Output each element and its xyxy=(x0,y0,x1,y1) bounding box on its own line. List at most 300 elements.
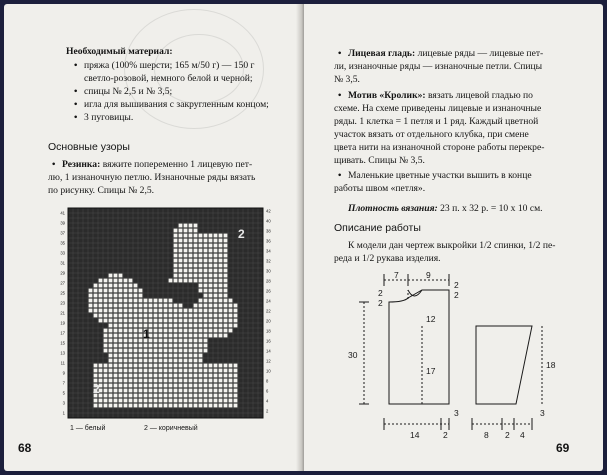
page-number-left: 68 xyxy=(18,441,32,455)
chart-cell xyxy=(219,384,223,388)
chart-cell xyxy=(204,399,208,403)
rib-text-1: вяжите попеременно 1 лицевую пет- xyxy=(102,159,253,170)
chart-cell xyxy=(214,364,218,368)
chart-cell xyxy=(129,299,133,303)
chart-cell xyxy=(219,264,223,268)
chart-cell xyxy=(114,339,118,343)
chart-cell xyxy=(214,299,218,303)
chart-cell xyxy=(214,249,218,253)
chart-cell xyxy=(169,384,173,388)
chart-cell xyxy=(204,349,208,353)
chart-cell xyxy=(149,299,153,303)
chart-cell xyxy=(139,379,143,383)
chart-cell xyxy=(219,389,223,393)
chart-cell xyxy=(189,334,193,338)
chart-cell xyxy=(224,239,228,243)
chart-cell xyxy=(214,334,218,338)
chart-cell xyxy=(119,384,123,388)
chart-cell xyxy=(159,339,163,343)
chart-row-label-right: 14 xyxy=(266,348,271,354)
chart-cell xyxy=(184,324,188,328)
chart-cell xyxy=(129,329,133,333)
chart-row-label-right: 4 xyxy=(266,398,269,404)
chart-cell xyxy=(139,364,143,368)
chart-cell xyxy=(174,304,178,308)
chart-cell xyxy=(179,364,183,368)
chart-cell xyxy=(109,299,113,303)
chart-cell xyxy=(134,354,138,358)
chart-cell xyxy=(119,359,123,363)
chart-cell xyxy=(194,229,198,233)
chart-cell xyxy=(159,404,163,408)
chart-cell xyxy=(134,384,138,388)
chart-cell xyxy=(154,369,158,373)
chart-cell xyxy=(99,374,103,378)
chart-row-label-right: 28 xyxy=(266,278,271,284)
chart-cell xyxy=(109,324,113,328)
chart-cell xyxy=(224,384,228,388)
chart-cell xyxy=(139,334,143,338)
chart-cell xyxy=(199,244,203,248)
chart-cell xyxy=(109,274,113,278)
chart-cell xyxy=(124,394,128,398)
chart-row-label-left: 37 xyxy=(60,230,65,236)
chart-cell xyxy=(174,394,178,398)
chart-cell xyxy=(179,309,183,313)
chart-cell xyxy=(184,319,188,323)
chart-cell xyxy=(214,329,218,333)
chart-cell xyxy=(209,309,213,313)
chart-cell xyxy=(114,364,118,368)
chart-cell xyxy=(209,274,213,278)
chart-mark-2-top: 2 xyxy=(238,227,245,241)
chart-cell xyxy=(174,254,178,258)
chart-cell xyxy=(114,334,118,338)
small-parts-line-1: • Маленькие цветные участки вышить в конце xyxy=(348,170,532,183)
chart-cell xyxy=(159,399,163,403)
chart-cell xyxy=(179,349,183,353)
chart-cell xyxy=(189,399,193,403)
chart-cell xyxy=(109,279,113,283)
chart-cell xyxy=(169,309,173,313)
chart-cell xyxy=(209,389,213,393)
chart-cell xyxy=(164,354,168,358)
chart-cell xyxy=(114,389,118,393)
chart-row-label-right: 16 xyxy=(266,338,271,344)
chart-cell xyxy=(214,239,218,243)
chart-cell xyxy=(134,289,138,293)
chart-cell xyxy=(224,264,228,268)
chart-cell xyxy=(199,384,203,388)
chart-cell xyxy=(194,269,198,273)
chart-cell xyxy=(209,279,213,283)
chart-cell xyxy=(174,314,178,318)
chart-cell xyxy=(224,289,228,293)
chart-cell xyxy=(169,349,173,353)
chart-cell xyxy=(139,319,143,323)
chart-cell xyxy=(184,354,188,358)
chart-cell xyxy=(109,284,113,288)
chart-cell xyxy=(174,344,178,348)
dim-label-2b: 2 xyxy=(378,298,383,308)
chart-cell xyxy=(179,384,183,388)
chart-cell xyxy=(119,324,123,328)
chart-cell xyxy=(159,394,163,398)
chart-cell xyxy=(89,294,93,298)
motif-text-1: вязать лицевой гладью по xyxy=(428,90,533,101)
chart-cell xyxy=(199,354,203,358)
chart-cell xyxy=(159,349,163,353)
chart-cell xyxy=(209,269,213,273)
chart-cell xyxy=(114,274,118,278)
chart-cell xyxy=(229,314,233,318)
chart-cell xyxy=(174,364,178,368)
chart-cell xyxy=(144,299,148,303)
chart-cell xyxy=(174,369,178,373)
chart-cell xyxy=(114,399,118,403)
chart-cell xyxy=(184,404,188,408)
chart-cell xyxy=(174,349,178,353)
chart-row-label-right: 10 xyxy=(266,368,271,374)
chart-cell xyxy=(119,404,123,408)
chart-cell xyxy=(224,274,228,278)
chart-cell xyxy=(124,399,128,403)
chart-cell xyxy=(204,339,208,343)
rabbit-chart xyxy=(48,204,298,422)
chart-cell xyxy=(119,339,123,343)
chart-cell xyxy=(164,314,168,318)
chart-cell xyxy=(224,299,228,303)
chart-cell xyxy=(94,369,98,373)
chart-cell xyxy=(154,349,158,353)
chart-cell xyxy=(129,404,133,408)
chart-cell xyxy=(234,399,238,403)
dim-label-12: 12 xyxy=(426,314,436,324)
chart-cell xyxy=(139,289,143,293)
chart-cell xyxy=(139,299,143,303)
chart-cell xyxy=(189,254,193,258)
chart-cell xyxy=(194,319,198,323)
chart-cell xyxy=(144,314,148,318)
chart-cell xyxy=(144,359,148,363)
chart-cell xyxy=(164,364,168,368)
chart-cell xyxy=(114,299,118,303)
dim-label-30: 30 xyxy=(348,350,358,360)
motif-line-5: цвета нити на изнаночной стороне работы перекре- xyxy=(334,142,545,153)
chart-cell xyxy=(224,294,228,298)
chart-cell xyxy=(174,339,178,343)
chart-cell xyxy=(149,379,153,383)
chart-cell xyxy=(154,319,158,323)
chart-cell xyxy=(214,389,218,393)
chart-cell xyxy=(154,389,158,393)
chart-cell xyxy=(139,399,143,403)
chart-cell xyxy=(209,364,213,368)
chart-cell xyxy=(179,354,183,358)
chart-cell xyxy=(194,349,198,353)
stockinette-line-3: № 3,5. xyxy=(334,74,360,85)
chart-cell xyxy=(219,289,223,293)
chart-cell xyxy=(214,314,218,318)
chart-cell xyxy=(159,334,163,338)
chart-cell xyxy=(134,359,138,363)
chart-cell xyxy=(184,309,188,313)
chart-cell xyxy=(209,254,213,258)
chart-cell xyxy=(114,314,118,318)
chart-cell xyxy=(204,364,208,368)
chart-cell xyxy=(154,324,158,328)
chart-cell xyxy=(109,329,113,333)
chart-cell xyxy=(144,374,148,378)
chart-cell xyxy=(174,329,178,333)
chart-cell xyxy=(169,319,173,323)
chart-cell xyxy=(159,369,163,373)
chart-cell xyxy=(174,239,178,243)
chart-cell xyxy=(194,334,198,338)
chart-cell xyxy=(184,279,188,283)
chart-cell xyxy=(204,239,208,243)
chart-cell xyxy=(94,299,98,303)
chart-cell xyxy=(179,254,183,258)
chart-row-label-left: 41 xyxy=(60,210,65,216)
chart-row-label-left: 39 xyxy=(60,220,65,226)
chart-cell xyxy=(139,304,143,308)
chart-cell xyxy=(194,254,198,258)
chart-cell xyxy=(109,289,113,293)
chart-cell xyxy=(209,234,213,238)
chart-cell xyxy=(99,304,103,308)
chart-cell xyxy=(189,374,193,378)
chart-cell xyxy=(224,249,228,253)
chart-cell xyxy=(204,319,208,323)
rib-line-1 xyxy=(62,159,252,172)
chart-cell xyxy=(234,394,238,398)
chart-cell xyxy=(179,224,183,228)
chart-cell xyxy=(124,364,128,368)
chart-cell xyxy=(124,304,128,308)
chart-cell xyxy=(139,394,143,398)
chart-cell xyxy=(199,349,203,353)
chart-row-label-left: 29 xyxy=(60,270,65,276)
chart-cell xyxy=(134,309,138,313)
chart-cell xyxy=(129,399,133,403)
chart-cell xyxy=(189,359,193,363)
dim-label-2a: 2 xyxy=(378,288,383,298)
chart-cell xyxy=(144,394,148,398)
chart-cell xyxy=(234,319,238,323)
chart-cell xyxy=(179,344,183,348)
chart-cell xyxy=(169,354,173,358)
chart-cell xyxy=(189,354,193,358)
chart-cell xyxy=(124,279,128,283)
chart-cell xyxy=(189,389,193,393)
chart-cell xyxy=(159,389,163,393)
chart-cell xyxy=(179,249,183,253)
density-value: 23 п. х 32 р. = 10 х 10 см. xyxy=(440,203,543,214)
chart-cell xyxy=(134,394,138,398)
chart-cell xyxy=(214,259,218,263)
chart-cell xyxy=(139,329,143,333)
chart-cell xyxy=(219,319,223,323)
chart-cell xyxy=(134,319,138,323)
chart-cell xyxy=(149,369,153,373)
chart-cell xyxy=(234,304,238,308)
chart-cell xyxy=(219,239,223,243)
chart-cell xyxy=(189,319,193,323)
stockinette-line-2: ли, изнаночные ряды — изнаночные петли. Спицы xyxy=(334,61,543,72)
chart-cell xyxy=(204,294,208,298)
chart-cell xyxy=(219,374,223,378)
chart-cell xyxy=(199,364,203,368)
chart-cell xyxy=(209,379,213,383)
chart-cell xyxy=(114,349,118,353)
dim-label-8: 8 xyxy=(484,430,489,440)
chart-cell xyxy=(94,364,98,368)
chart-cell xyxy=(169,329,173,333)
chart-cell xyxy=(199,269,203,273)
stockinette-label: Лицевая гладь: xyxy=(348,48,416,59)
chart-cell xyxy=(139,404,143,408)
chart-cell xyxy=(189,269,193,273)
chart-cell xyxy=(129,344,133,348)
chart-cell xyxy=(219,314,223,318)
chart-cell xyxy=(234,384,238,388)
chart-cell xyxy=(199,304,203,308)
chart-cell xyxy=(154,384,158,388)
chart-cell xyxy=(94,309,98,313)
chart-cell xyxy=(114,304,118,308)
chart-cell xyxy=(104,319,108,323)
chart-cell xyxy=(189,324,193,328)
chart-cell xyxy=(119,334,123,338)
chart-cell xyxy=(219,404,223,408)
chart-cell xyxy=(184,234,188,238)
chart-cell xyxy=(179,329,183,333)
chart-row-label-right: 6 xyxy=(266,388,269,394)
chart-cell xyxy=(204,304,208,308)
chart-cell xyxy=(139,354,143,358)
chart-cell xyxy=(124,389,128,393)
chart-cell xyxy=(134,379,138,383)
chart-cell xyxy=(194,264,198,268)
chart-cell xyxy=(174,249,178,253)
chart-cell xyxy=(219,274,223,278)
chart-cell xyxy=(134,404,138,408)
chart-cell xyxy=(109,319,113,323)
chart-cell xyxy=(124,404,128,408)
chart-cell xyxy=(219,364,223,368)
chart-cell xyxy=(154,344,158,348)
chart-cell xyxy=(184,389,188,393)
chart-cell xyxy=(174,259,178,263)
chart-cell xyxy=(204,334,208,338)
chart-cell xyxy=(209,244,213,248)
chart-cell xyxy=(169,344,173,348)
chart-cell xyxy=(119,309,123,313)
chart-cell xyxy=(189,274,193,278)
chart-cell xyxy=(194,364,198,368)
chart-cell xyxy=(124,284,128,288)
chart-row-label-right: 8 xyxy=(266,378,269,384)
chart-cell xyxy=(139,374,143,378)
chart-row-label-left: 7 xyxy=(62,380,65,386)
chart-cell xyxy=(179,269,183,273)
chart-cell xyxy=(169,369,173,373)
chart-cell xyxy=(189,364,193,368)
chart-cell xyxy=(104,404,108,408)
chart-cell xyxy=(229,384,233,388)
chart-cell xyxy=(159,329,163,333)
chart-row-label-right: 38 xyxy=(266,228,271,234)
dim-label-3-left: 3 xyxy=(454,408,459,418)
chart-cell xyxy=(134,294,138,298)
dim-label-right-2b: 2 xyxy=(454,290,459,300)
chart-cell xyxy=(149,364,153,368)
chart-cell xyxy=(109,304,113,308)
chart-cell xyxy=(194,389,198,393)
chart-cell xyxy=(184,399,188,403)
chart-cell xyxy=(144,399,148,403)
chart-cell xyxy=(154,314,158,318)
chart-cell xyxy=(99,399,103,403)
chart-cell xyxy=(194,399,198,403)
left-page xyxy=(4,4,300,471)
chart-cell xyxy=(164,299,168,303)
chart-cell xyxy=(94,304,98,308)
chart-cell xyxy=(174,399,178,403)
chart-cell xyxy=(169,374,173,378)
chart-cell xyxy=(214,379,218,383)
chart-cell xyxy=(149,314,153,318)
chart-cell xyxy=(229,304,233,308)
chart-cell xyxy=(114,279,118,283)
chart-cell xyxy=(169,304,173,308)
chart-cell xyxy=(174,244,178,248)
chart-cell xyxy=(184,254,188,258)
chart-cell xyxy=(234,379,238,383)
chart-cell xyxy=(114,359,118,363)
chart-cell xyxy=(189,379,193,383)
chart-cell xyxy=(209,294,213,298)
chart-cell xyxy=(234,364,238,368)
chart-cell xyxy=(179,334,183,338)
chart-cell xyxy=(199,399,203,403)
chart-cell xyxy=(194,359,198,363)
chart-cell xyxy=(234,369,238,373)
chart-cell xyxy=(104,329,108,333)
chart-cell xyxy=(204,234,208,238)
chart-cell xyxy=(224,369,228,373)
chart-cell xyxy=(164,349,168,353)
chart-cell xyxy=(194,259,198,263)
chart-cell xyxy=(229,389,233,393)
chart-cell xyxy=(184,259,188,263)
chart-cell xyxy=(104,379,108,383)
chart-cell xyxy=(134,389,138,393)
chart-cell xyxy=(159,359,163,363)
chart-cell xyxy=(164,304,168,308)
chart-cell xyxy=(204,284,208,288)
chart-cell xyxy=(169,299,173,303)
chart-cell xyxy=(179,259,183,263)
chart-cell xyxy=(159,324,163,328)
chart-cell xyxy=(214,404,218,408)
chart-cell xyxy=(194,379,198,383)
chart-cell xyxy=(154,399,158,403)
chart-cell xyxy=(159,354,163,358)
chart-cell xyxy=(144,304,148,308)
chart-cell xyxy=(199,374,203,378)
